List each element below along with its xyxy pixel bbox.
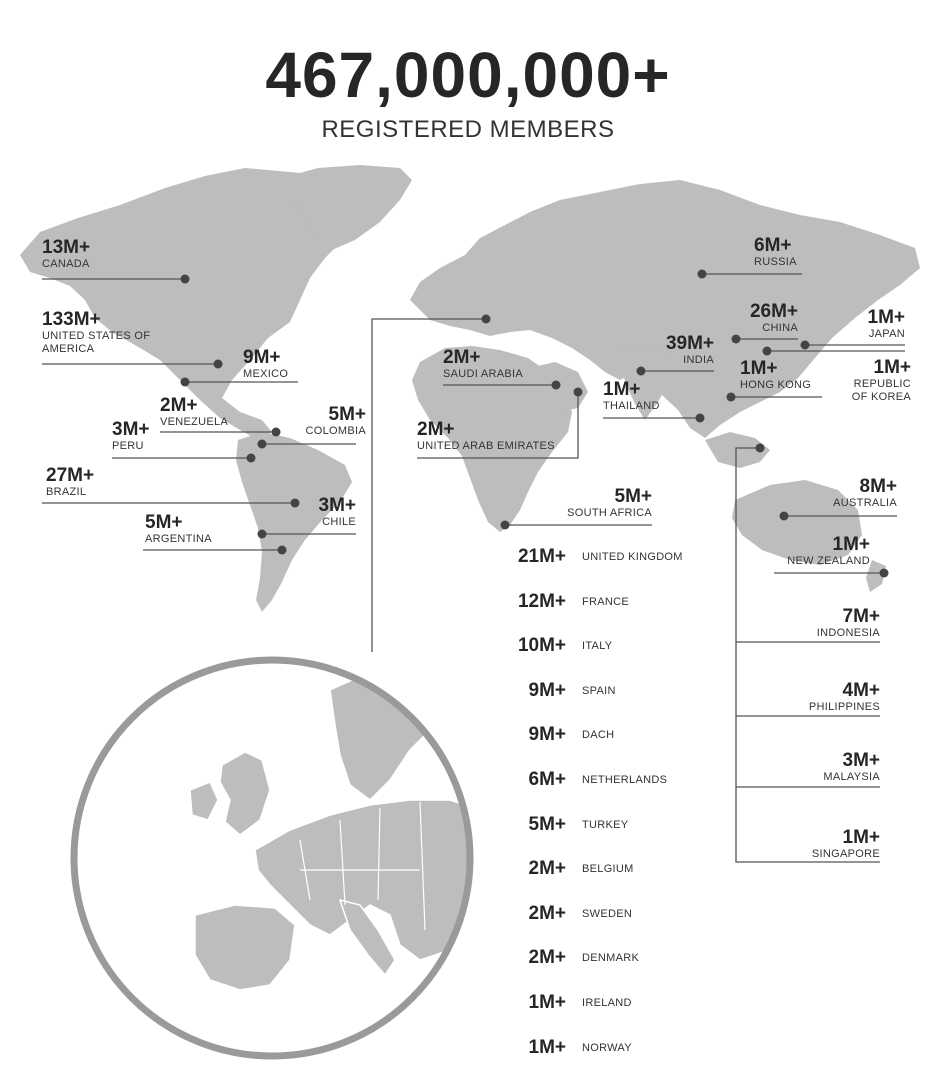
dot-canada (181, 275, 190, 284)
europe-list-country: IRELAND (582, 997, 632, 1009)
value-thailand: 1M+ (603, 379, 641, 400)
europe-list-country: FRANCE (582, 596, 630, 608)
dot-mexico (181, 378, 190, 387)
dot-colombia (258, 440, 267, 449)
name-new-zealand: NEW ZEALAND (787, 555, 870, 567)
value-mexico: 9M+ (243, 347, 281, 368)
label-colombia (280, 405, 366, 438)
name-thailand: THAILAND (603, 400, 660, 412)
value-canada: 13M+ (42, 237, 91, 258)
dot-japan (801, 341, 810, 350)
value-indonesia: 7M+ (842, 606, 880, 627)
europe-list-row (500, 858, 760, 882)
europe-list-row (500, 769, 760, 793)
value-new-zealand: 1M+ (832, 534, 870, 555)
dot-usa (214, 360, 223, 369)
name-china: CHINA (762, 322, 798, 334)
name-japan: JAPAN (868, 328, 905, 340)
name-philippines: PHILIPPINES (808, 701, 880, 713)
dot-new-zealand (880, 569, 889, 578)
label-japan (840, 308, 905, 341)
dot-south-africa (501, 521, 510, 530)
members-total: 467,000,000+ (265, 39, 671, 111)
name-peru: PERU (112, 440, 144, 452)
label-uae (417, 420, 555, 453)
dot-southeast-asia (756, 444, 765, 453)
dot-russia (698, 270, 707, 279)
label-india (640, 334, 714, 367)
label-canada (42, 238, 90, 271)
value-singapore: 1M+ (842, 827, 880, 848)
dot-chile (258, 530, 267, 539)
dot-argentina (278, 546, 287, 555)
europe-list-value: 1M+ (528, 992, 566, 1013)
members-subtitle: REGISTERED MEMBERS (321, 116, 615, 143)
dot-china (732, 335, 741, 344)
name-russia: RUSSIA (754, 256, 797, 268)
europe-inset-map (190, 655, 480, 990)
europe-list-value: 2M+ (528, 903, 566, 924)
europe-list-value: 2M+ (528, 947, 566, 968)
value-usa: 133M+ (42, 309, 101, 330)
label-brazil (46, 466, 94, 499)
label-chile (280, 496, 356, 529)
europe-list-country: DACH (582, 729, 615, 741)
name-colombia: COLOMBIA (305, 425, 366, 437)
label-south-africa (540, 487, 652, 520)
europe-list-country: SPAIN (582, 685, 616, 697)
label-malaysia (790, 751, 880, 784)
value-peru: 3M+ (112, 419, 150, 440)
label-thailand (603, 380, 660, 413)
dot-korea (763, 347, 772, 356)
value-malaysia: 3M+ (842, 750, 880, 771)
europe-list-row (500, 546, 760, 570)
europe-list-value: 5M+ (528, 814, 566, 835)
name-usa-line2: AMERICA (42, 343, 95, 355)
value-australia: 8M+ (859, 476, 897, 497)
europe-list-value: 12M+ (517, 591, 566, 612)
name-usa-line1: UNITED STATES OF (42, 330, 151, 342)
label-korea (830, 358, 911, 404)
label-philippines (780, 681, 880, 714)
europe-list-row (500, 680, 760, 704)
europe-list-row (500, 724, 760, 748)
dot-saudi-arabia (552, 381, 561, 390)
europe-list-row (500, 992, 760, 1016)
name-brazil: BRAZIL (46, 486, 87, 498)
label-mexico (243, 348, 288, 381)
name-mexico: MEXICO (243, 368, 289, 380)
name-australia: AUSTRALIA (833, 497, 897, 509)
label-indonesia (790, 607, 880, 640)
name-malaysia: MALAYSIA (823, 771, 880, 783)
value-chile: 3M+ (318, 495, 356, 516)
label-australia (800, 477, 897, 510)
europe-list-country: DENMARK (582, 952, 640, 964)
europe-list-value: 21M+ (517, 546, 566, 567)
dot-peru (247, 454, 256, 463)
label-venezuela (160, 396, 228, 429)
value-brazil: 27M+ (46, 465, 95, 486)
label-saudi-arabia (443, 348, 523, 381)
name-south-africa: SOUTH AFRICA (567, 507, 652, 519)
europe-list-value: 2M+ (528, 858, 566, 879)
value-colombia: 5M+ (328, 404, 366, 425)
dot-hong-kong (727, 393, 736, 402)
europe-list-row (500, 947, 760, 971)
europe-list-row (500, 814, 760, 838)
name-singapore: SINGAPORE (811, 848, 880, 860)
label-new-zealand (760, 535, 870, 568)
dot-uae (574, 388, 583, 397)
label-peru (112, 420, 150, 453)
value-india: 39M+ (665, 333, 714, 354)
value-hong-kong: 1M+ (740, 358, 778, 379)
europe-list-value: 9M+ (528, 680, 566, 701)
europe-list-country: SWEDEN (582, 908, 633, 920)
europe-list-row (500, 1037, 760, 1061)
value-venezuela: 2M+ (160, 395, 198, 416)
dot-europe (482, 315, 491, 324)
name-korea-line1: REPUBLIC (853, 378, 911, 390)
dot-australia (780, 512, 789, 521)
europe-list-country: TURKEY (582, 819, 629, 831)
label-singapore (780, 828, 880, 861)
dot-india (637, 367, 646, 376)
name-canada: CANADA (42, 258, 90, 270)
europe-list-value: 10M+ (517, 635, 566, 656)
europe-list-row (500, 591, 760, 615)
label-argentina (145, 513, 212, 546)
value-south-africa: 5M+ (614, 486, 652, 507)
value-korea: 1M+ (873, 357, 911, 378)
name-chile: CHILE (322, 516, 356, 528)
europe-list-country: ITALY (582, 640, 613, 652)
europe-list-row (500, 903, 760, 927)
name-india: INDIA (683, 354, 714, 366)
name-venezuela: VENEZUELA (160, 416, 229, 428)
name-argentina: ARGENTINA (145, 533, 212, 545)
name-korea-line2: OF KOREA (851, 391, 911, 403)
europe-list-row (500, 635, 760, 659)
value-argentina: 5M+ (145, 512, 183, 533)
europe-list-value: 9M+ (528, 724, 566, 745)
name-uae: UNITED ARAB EMIRATES (417, 440, 555, 452)
label-china (730, 302, 798, 335)
value-japan: 1M+ (867, 307, 905, 328)
label-hong-kong (740, 359, 811, 392)
europe-list-value: 6M+ (528, 769, 566, 790)
label-russia (754, 236, 797, 269)
value-uae: 2M+ (417, 419, 455, 440)
iberia-region (195, 905, 295, 990)
value-russia: 6M+ (754, 235, 792, 256)
europe-list-country: NORWAY (582, 1042, 632, 1054)
value-saudi-arabia: 2M+ (443, 347, 481, 368)
label-usa (42, 310, 150, 356)
name-indonesia: INDONESIA (816, 627, 880, 639)
europe-list-country: NETHERLANDS (582, 774, 668, 786)
europe-list-value: 1M+ (528, 1037, 566, 1058)
ireland-region (190, 782, 218, 820)
name-hong-kong: HONG KONG (740, 379, 812, 391)
uk-region (220, 752, 270, 835)
europe-list-country: BELGIUM (582, 863, 634, 875)
value-philippines: 4M+ (842, 680, 880, 701)
name-saudi-arabia: SAUDI ARABIA (443, 368, 524, 380)
europe-list-country: UNITED KINGDOM (582, 551, 683, 563)
dot-thailand (696, 414, 705, 423)
value-china: 26M+ (749, 301, 798, 322)
